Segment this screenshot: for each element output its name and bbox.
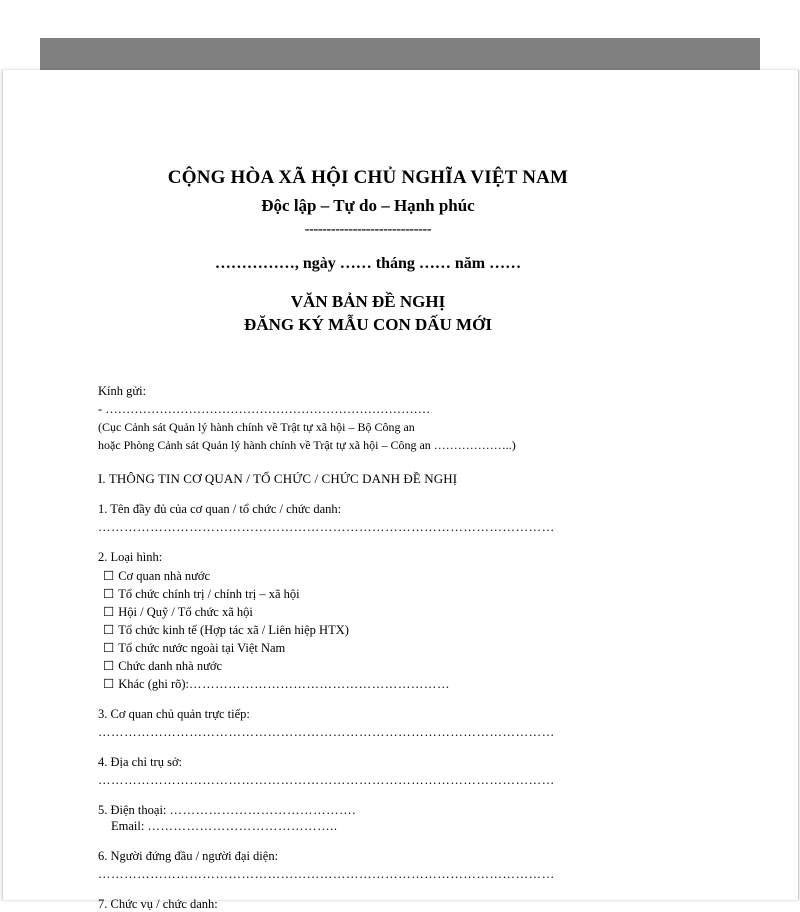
checkbox-option-political-organization[interactable]	[103, 586, 718, 602]
checkbox-icon[interactable]: ☐	[103, 623, 115, 638]
recipient-note-line-2: hoặc Phòng Cảnh sát Quản lý hành chính về Trật tự xã hội – Công an ………………..)	[98, 438, 516, 453]
checkbox-option-other-label: Khác (ghi rõ):	[118, 677, 190, 692]
recipient-blank-line: - ……………………………………………………………………	[98, 402, 431, 416]
checkbox-option-state-agency[interactable]	[103, 568, 718, 584]
document-body	[98, 70, 718, 912]
field-5-phone-input-line[interactable]: …………………………………….	[169, 803, 356, 818]
field-5-email-row	[111, 819, 718, 834]
checkbox-option-state-title[interactable]	[103, 658, 718, 674]
heading-divider: -----------------------------	[304, 222, 432, 237]
field-5-phone-row	[98, 803, 718, 818]
national-heading	[108, 167, 628, 337]
field-6-input-line[interactable]: ……………………………………………………………………………………………	[98, 867, 555, 882]
checkbox-option-foreign-organization[interactable]	[103, 640, 718, 656]
field-5-email-label: Email:	[111, 819, 145, 834]
checkbox-icon[interactable]: ☐	[103, 569, 115, 584]
checkbox-option-label: Tổ chức kinh tế (Hợp tác xã / Liên hiệp HTX)	[118, 623, 349, 638]
checkbox-option-label: Tổ chức chính trị / chính trị – xã hội	[118, 587, 300, 602]
checkbox-option-label: Tổ chức nước ngoài tại Việt Nam	[118, 641, 286, 656]
checkbox-icon[interactable]: ☐	[103, 641, 115, 656]
date-line: ……………, ngày …… tháng …… năm ……	[214, 255, 522, 272]
application-toolbar	[40, 38, 760, 70]
field-6-label: 6. Người đứng đầu / người đại diện:	[98, 849, 279, 864]
checkbox-option-label: Chức danh nhà nước	[118, 659, 223, 674]
field-1-label: 1. Tên đầy đủ của cơ quan / tổ chức / chức danh:	[98, 502, 342, 517]
document-title-line-2: ĐĂNG KÝ MẪU CON DẤU MỚI	[244, 314, 492, 334]
checkbox-icon[interactable]: ☐	[103, 659, 115, 674]
checkbox-option-label: Hội / Quỹ / Tổ chức xã hội	[118, 605, 253, 620]
document-title	[108, 291, 628, 337]
field-3-input-line[interactable]: ……………………………………………………………………………………………	[98, 725, 555, 740]
document-title-line-1: VĂN BẢN ĐỀ NGHỊ	[290, 292, 446, 311]
recipient-note-line-1: (Cục Cảnh sát Quản lý hành chính về Trật tự xã hội – Bộ Công an	[98, 420, 415, 435]
checkbox-icon[interactable]: ☐	[103, 605, 115, 620]
country-name: CỘNG HÒA XÃ HỘI CHỦ NGHĨA VIỆT NAM	[167, 167, 569, 188]
checkbox-option-association-fund[interactable]	[103, 604, 718, 620]
field-7-label: 7. Chức vụ / chức danh:	[98, 897, 218, 912]
recipient-label: Kính gửi:	[98, 383, 147, 398]
checkbox-option-other[interactable]	[103, 676, 718, 692]
section-1-heading: I. THÔNG TIN CƠ QUAN / TỔ CHỨC / CHỨC DANH ĐỀ NGHỊ	[98, 471, 458, 487]
checkbox-icon[interactable]: ☐	[103, 587, 115, 602]
field-4-label: 4. Địa chỉ trụ sở:	[98, 755, 183, 770]
national-motto: Độc lập – Tự do – Hạnh phúc	[261, 196, 475, 215]
checkbox-icon[interactable]: ☐	[103, 677, 115, 692]
field-4-input-line[interactable]: ……………………………………………………………………………………………	[98, 773, 555, 788]
checkbox-option-other-input-line[interactable]: ……………………………………………………	[189, 677, 451, 692]
field-1-input-line[interactable]: ……………………………………………………………………………………………	[98, 520, 555, 535]
field-3-label: 3. Cơ quan chủ quản trực tiếp:	[98, 707, 250, 722]
document-page	[2, 70, 799, 912]
field-5-email-input-line[interactable]: ……………………………………..	[147, 819, 338, 834]
recipient-block	[98, 382, 718, 454]
checkbox-option-economic-organization[interactable]	[103, 622, 718, 638]
field-5-phone-label: 5. Điện thoại:	[98, 803, 167, 818]
checkbox-option-label: Cơ quan nhà nước	[118, 569, 211, 584]
field-2-label: 2. Loại hình:	[98, 550, 163, 565]
